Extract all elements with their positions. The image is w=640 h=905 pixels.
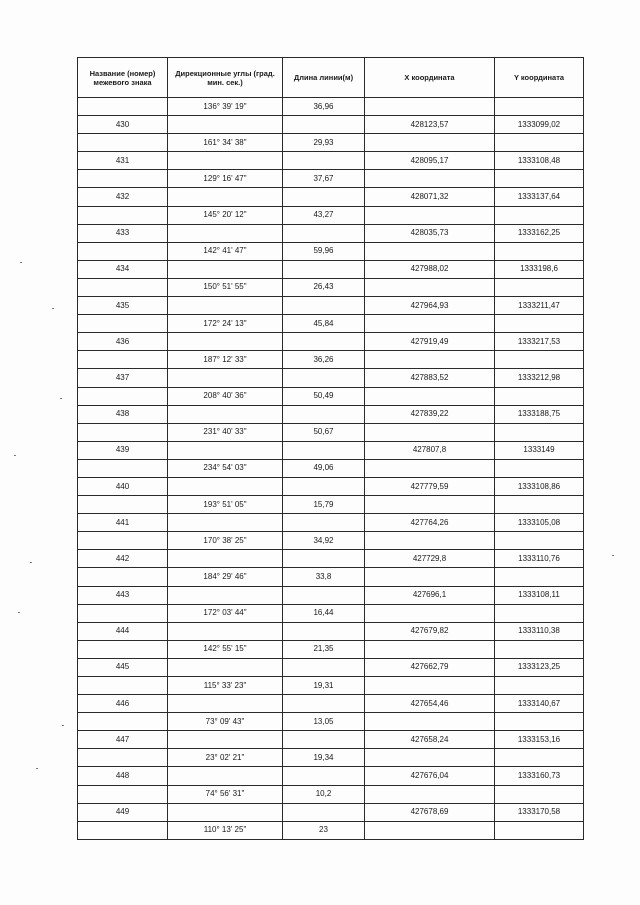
cell-length: 43,27 — [283, 206, 365, 224]
cell-name: 446 — [78, 695, 168, 713]
cell-name — [78, 351, 168, 369]
cell-x — [365, 170, 495, 188]
cell-y: 1333211,47 — [495, 297, 584, 315]
cell-length — [283, 695, 365, 713]
cell-angle: 172° 24' 13" — [168, 315, 283, 333]
cell-y: 1333217,53 — [495, 333, 584, 351]
cell-y — [495, 278, 584, 296]
table-row-point — [78, 405, 584, 423]
cell-length: 50,67 — [283, 423, 365, 441]
cell-length: 37,67 — [283, 170, 365, 188]
table-row-segment — [78, 242, 584, 260]
cell-angle: 142° 41' 47" — [168, 242, 283, 260]
cell-x — [365, 278, 495, 296]
cell-angle — [168, 297, 283, 315]
cell-name — [78, 713, 168, 731]
table-row-point — [78, 731, 584, 749]
cell-length: 29,93 — [283, 134, 365, 152]
cell-angle: 184° 29' 46" — [168, 568, 283, 586]
cell-length — [283, 116, 365, 134]
cell-x: 427678,69 — [365, 803, 495, 821]
scan-speck — [62, 725, 64, 726]
cell-length: 16,44 — [283, 604, 365, 622]
header-x: X координата — [365, 58, 495, 98]
table-row-segment — [78, 351, 584, 369]
cell-x: 427679,82 — [365, 622, 495, 640]
cell-angle: 129° 16' 47" — [168, 170, 283, 188]
cell-length: 49,06 — [283, 459, 365, 477]
cell-y: 1333149 — [495, 441, 584, 459]
cell-length: 50,49 — [283, 387, 365, 405]
cell-angle: 142° 55' 15" — [168, 640, 283, 658]
cell-y: 1333110,76 — [495, 550, 584, 568]
cell-x: 428123,57 — [365, 116, 495, 134]
cell-x — [365, 134, 495, 152]
cell-name: 441 — [78, 514, 168, 532]
cell-length: 36,96 — [283, 98, 365, 116]
cell-y — [495, 134, 584, 152]
cell-y — [495, 821, 584, 839]
cell-length — [283, 622, 365, 640]
cell-angle: 170° 38' 25" — [168, 532, 283, 550]
table-row-segment — [78, 640, 584, 658]
table-row-point — [78, 514, 584, 532]
cell-length: 15,79 — [283, 496, 365, 514]
header-length: Длина линии(м) — [283, 58, 365, 98]
cell-angle — [168, 260, 283, 278]
cell-angle — [168, 695, 283, 713]
cell-name — [78, 785, 168, 803]
table-row-point — [78, 441, 584, 459]
cell-y: 1333123,25 — [495, 658, 584, 676]
cell-length: 19,34 — [283, 749, 365, 767]
cell-y: 1333188,75 — [495, 405, 584, 423]
cell-name: 436 — [78, 333, 168, 351]
table-row-point — [78, 297, 584, 315]
cell-angle — [168, 731, 283, 749]
table-row-point — [78, 803, 584, 821]
cell-length — [283, 188, 365, 206]
cell-name — [78, 459, 168, 477]
cell-x — [365, 640, 495, 658]
cell-name — [78, 98, 168, 116]
table-row-segment — [78, 459, 584, 477]
cell-length: 33,8 — [283, 568, 365, 586]
cell-x — [365, 206, 495, 224]
cell-angle: 234° 54' 03" — [168, 459, 283, 477]
cell-y — [495, 315, 584, 333]
cell-y — [495, 242, 584, 260]
cell-name: 442 — [78, 550, 168, 568]
cell-angle — [168, 514, 283, 532]
cell-angle — [168, 803, 283, 821]
cell-name: 447 — [78, 731, 168, 749]
cell-name — [78, 677, 168, 695]
cell-y: 1333108,86 — [495, 477, 584, 495]
cell-length — [283, 550, 365, 568]
cell-y — [495, 604, 584, 622]
cell-length — [283, 369, 365, 387]
cell-angle: 208° 40' 36" — [168, 387, 283, 405]
cell-angle — [168, 405, 283, 423]
cell-x: 427729,8 — [365, 550, 495, 568]
cell-angle — [168, 622, 283, 640]
cell-name — [78, 496, 168, 514]
table-row-point — [78, 260, 584, 278]
cell-x: 427988,02 — [365, 260, 495, 278]
cell-length — [283, 767, 365, 785]
table-row-point — [78, 152, 584, 170]
cell-angle — [168, 188, 283, 206]
cell-x: 427696,1 — [365, 586, 495, 604]
cell-length: 13,05 — [283, 713, 365, 731]
cell-y: 1333212,98 — [495, 369, 584, 387]
cell-x: 427839,22 — [365, 405, 495, 423]
cell-length — [283, 441, 365, 459]
cell-x — [365, 423, 495, 441]
cell-name: 431 — [78, 152, 168, 170]
header-y: Y координата — [495, 58, 584, 98]
cell-angle: 23° 02' 21" — [168, 749, 283, 767]
scan-speck — [52, 308, 54, 309]
cell-angle: 73° 09' 43" — [168, 713, 283, 731]
cell-length: 59,96 — [283, 242, 365, 260]
cell-length: 36,26 — [283, 351, 365, 369]
cell-y — [495, 496, 584, 514]
scan-speck — [60, 398, 62, 399]
header-name: Название (номер) межевого знака — [78, 58, 168, 98]
cell-length — [283, 731, 365, 749]
cell-name: 448 — [78, 767, 168, 785]
cell-x — [365, 351, 495, 369]
cell-length — [283, 224, 365, 242]
cell-y — [495, 206, 584, 224]
table-row-segment — [78, 278, 584, 296]
table-row-point — [78, 224, 584, 242]
cell-name: 443 — [78, 586, 168, 604]
cell-angle: 145° 20' 12" — [168, 206, 283, 224]
cell-x: 427658,24 — [365, 731, 495, 749]
cell-name — [78, 532, 168, 550]
cell-angle: 115° 33' 23" — [168, 677, 283, 695]
cell-x — [365, 821, 495, 839]
cell-x — [365, 387, 495, 405]
cell-angle — [168, 224, 283, 242]
cell-length — [283, 260, 365, 278]
table-row-segment — [78, 568, 584, 586]
cell-y — [495, 532, 584, 550]
table-row-point — [78, 695, 584, 713]
cell-x: 428071,32 — [365, 188, 495, 206]
cell-y: 1333105,08 — [495, 514, 584, 532]
table-row-point — [78, 188, 584, 206]
table-row-segment — [78, 677, 584, 695]
scan-speck — [30, 562, 32, 563]
cell-y — [495, 170, 584, 188]
cell-y: 1333099,02 — [495, 116, 584, 134]
coordinates-table — [77, 57, 584, 840]
cell-x: 427654,46 — [365, 695, 495, 713]
cell-angle — [168, 116, 283, 134]
cell-y — [495, 387, 584, 405]
table-row-point — [78, 477, 584, 495]
cell-y — [495, 568, 584, 586]
scan-speck — [36, 768, 38, 769]
cell-y: 1333110,38 — [495, 622, 584, 640]
cell-angle — [168, 477, 283, 495]
scan-speck — [612, 555, 614, 556]
cell-angle — [168, 152, 283, 170]
cell-angle — [168, 369, 283, 387]
cell-name: 440 — [78, 477, 168, 495]
cell-x — [365, 749, 495, 767]
cell-angle — [168, 658, 283, 676]
cell-x — [365, 677, 495, 695]
cell-y: 1333108,48 — [495, 152, 584, 170]
cell-name — [78, 604, 168, 622]
cell-y — [495, 640, 584, 658]
cell-name — [78, 387, 168, 405]
cell-y: 1333198,6 — [495, 260, 584, 278]
cell-y: 1333160,73 — [495, 767, 584, 785]
cell-x: 427662,79 — [365, 658, 495, 676]
cell-name — [78, 134, 168, 152]
cell-y: 1333108,11 — [495, 586, 584, 604]
table-row-segment — [78, 170, 584, 188]
cell-name: 432 — [78, 188, 168, 206]
cell-y — [495, 351, 584, 369]
cell-name — [78, 821, 168, 839]
cell-x — [365, 532, 495, 550]
cell-name: 438 — [78, 405, 168, 423]
cell-y — [495, 713, 584, 731]
cell-name: 435 — [78, 297, 168, 315]
cell-length: 26,43 — [283, 278, 365, 296]
cell-x: 427964,93 — [365, 297, 495, 315]
cell-length — [283, 658, 365, 676]
cell-x — [365, 568, 495, 586]
cell-length — [283, 152, 365, 170]
cell-x: 427764,26 — [365, 514, 495, 532]
cell-y: 1333153,16 — [495, 731, 584, 749]
cell-name: 439 — [78, 441, 168, 459]
cell-y: 1333137,64 — [495, 188, 584, 206]
table-row-point — [78, 586, 584, 604]
table-row-point — [78, 116, 584, 134]
cell-length — [283, 514, 365, 532]
cell-y — [495, 677, 584, 695]
cell-x: 428035,73 — [365, 224, 495, 242]
cell-angle — [168, 550, 283, 568]
cell-angle: 231° 40' 33" — [168, 423, 283, 441]
table-row-point — [78, 658, 584, 676]
cell-y — [495, 98, 584, 116]
scan-speck — [18, 612, 20, 613]
cell-length: 23 — [283, 821, 365, 839]
table-row-segment — [78, 713, 584, 731]
cell-angle — [168, 333, 283, 351]
cell-length — [283, 803, 365, 821]
scan-speck — [20, 262, 22, 263]
cell-name: 437 — [78, 369, 168, 387]
table-row-point — [78, 767, 584, 785]
cell-angle — [168, 767, 283, 785]
cell-angle: 187° 12' 33" — [168, 351, 283, 369]
cell-y — [495, 785, 584, 803]
cell-name — [78, 640, 168, 658]
table-row-segment — [78, 604, 584, 622]
table-row-segment — [78, 387, 584, 405]
cell-length — [283, 405, 365, 423]
cell-x: 427676,04 — [365, 767, 495, 785]
cell-x — [365, 496, 495, 514]
cell-angle: 172° 03' 44" — [168, 604, 283, 622]
cell-name — [78, 170, 168, 188]
cell-x — [365, 315, 495, 333]
table-row-segment — [78, 98, 584, 116]
cell-angle: 74° 56' 31" — [168, 785, 283, 803]
cell-x — [365, 98, 495, 116]
cell-x: 427779,59 — [365, 477, 495, 495]
cell-name — [78, 423, 168, 441]
table-row-segment — [78, 821, 584, 839]
cell-name: 433 — [78, 224, 168, 242]
cell-x: 427807,8 — [365, 441, 495, 459]
cell-y: 1333170,58 — [495, 803, 584, 821]
cell-length: 10,2 — [283, 785, 365, 803]
cell-length — [283, 297, 365, 315]
table-row-point — [78, 369, 584, 387]
table-body — [78, 98, 584, 840]
cell-name — [78, 206, 168, 224]
cell-angle: 136° 39' 19" — [168, 98, 283, 116]
cell-name — [78, 568, 168, 586]
cell-x — [365, 459, 495, 477]
table-row-point — [78, 622, 584, 640]
cell-angle — [168, 586, 283, 604]
scan-speck — [14, 455, 16, 456]
cell-name — [78, 315, 168, 333]
cell-x — [365, 785, 495, 803]
table-row-segment — [78, 134, 584, 152]
cell-angle: 161° 34' 38" — [168, 134, 283, 152]
header-angle: Дирекционные углы (град. мин. сек.) — [168, 58, 283, 98]
cell-name: 444 — [78, 622, 168, 640]
cell-name: 434 — [78, 260, 168, 278]
cell-name — [78, 278, 168, 296]
cell-x: 428095,17 — [365, 152, 495, 170]
cell-x: 427883,52 — [365, 369, 495, 387]
cell-length — [283, 586, 365, 604]
cell-name: 430 — [78, 116, 168, 134]
table-row-segment — [78, 532, 584, 550]
cell-y — [495, 423, 584, 441]
table-row-segment — [78, 315, 584, 333]
cell-x — [365, 713, 495, 731]
cell-name: 445 — [78, 658, 168, 676]
cell-angle — [168, 441, 283, 459]
cell-name — [78, 749, 168, 767]
cell-length: 45,84 — [283, 315, 365, 333]
cell-name: 449 — [78, 803, 168, 821]
cell-length: 34,92 — [283, 532, 365, 550]
cell-angle: 110° 13' 25" — [168, 821, 283, 839]
table-row-segment — [78, 785, 584, 803]
table-header-row — [78, 58, 584, 98]
cell-length — [283, 477, 365, 495]
table-row-segment — [78, 496, 584, 514]
cell-length: 19,31 — [283, 677, 365, 695]
table-row-point — [78, 550, 584, 568]
cell-length — [283, 333, 365, 351]
cell-length: 21,35 — [283, 640, 365, 658]
cell-y: 1333140,67 — [495, 695, 584, 713]
table-row-point — [78, 333, 584, 351]
cell-x — [365, 242, 495, 260]
table-row-segment — [78, 749, 584, 767]
cell-angle: 150° 51' 55" — [168, 278, 283, 296]
cell-x: 427919,49 — [365, 333, 495, 351]
cell-y — [495, 459, 584, 477]
cell-name — [78, 242, 168, 260]
cell-x — [365, 604, 495, 622]
cell-angle: 193° 51' 05" — [168, 496, 283, 514]
cell-y: 1333162,25 — [495, 224, 584, 242]
cell-y — [495, 749, 584, 767]
table-row-segment — [78, 423, 584, 441]
table-row-segment — [78, 206, 584, 224]
